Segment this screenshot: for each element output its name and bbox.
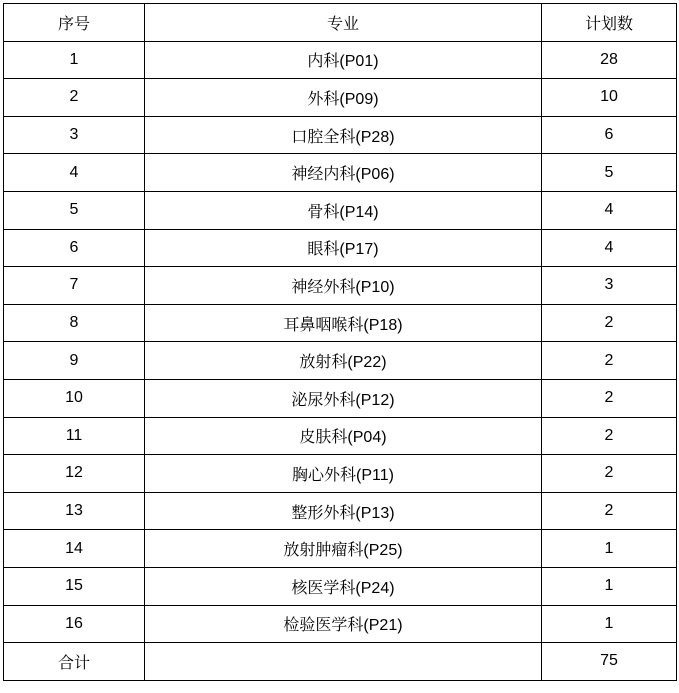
- plan-count-cell: 2: [542, 379, 677, 417]
- serial-number-cell: 9: [4, 342, 145, 380]
- table-row: [4, 191, 677, 229]
- major-cell: 口腔全科(P28): [145, 116, 542, 154]
- serial-number-cell: 7: [4, 267, 145, 305]
- plan-count-cell: 1: [542, 530, 677, 568]
- total-label: 合计: [4, 643, 145, 681]
- serial-number-cell: 11: [4, 417, 145, 455]
- plan-count-cell: 3: [542, 267, 677, 305]
- table-row: [4, 417, 677, 455]
- plan-count-cell: 1: [542, 605, 677, 643]
- serial-number-cell: 13: [4, 492, 145, 530]
- table-row: [4, 304, 677, 342]
- total-row: [4, 643, 677, 681]
- serial-number-cell: 16: [4, 605, 145, 643]
- serial-number-cell: 15: [4, 567, 145, 605]
- table-row: [4, 267, 677, 305]
- serial-number-cell: 14: [4, 530, 145, 568]
- plan-count-cell: 2: [542, 492, 677, 530]
- enrollment-plan-table: [3, 3, 677, 681]
- major-cell: 骨科(P14): [145, 191, 542, 229]
- plan-count-cell: 6: [542, 116, 677, 154]
- plan-count-cell: 2: [542, 417, 677, 455]
- serial-number-cell: 3: [4, 116, 145, 154]
- major-cell: 放射肿瘤科(P25): [145, 530, 542, 568]
- major-cell: 皮肤科(P04): [145, 417, 542, 455]
- major-cell: 耳鼻咽喉科(P18): [145, 304, 542, 342]
- table-row: [4, 154, 677, 192]
- major-cell: 泌尿外科(P12): [145, 379, 542, 417]
- major-cell: 内科(P01): [145, 41, 542, 79]
- table-row: [4, 492, 677, 530]
- table-row: [4, 530, 677, 568]
- total-major: [145, 643, 542, 681]
- plan-count-cell: 1: [542, 567, 677, 605]
- table-row: [4, 455, 677, 493]
- plan-count-cell: 4: [542, 191, 677, 229]
- major-cell: 胸心外科(P11): [145, 455, 542, 493]
- table-row: [4, 342, 677, 380]
- plan-count-cell: 2: [542, 455, 677, 493]
- serial-number-cell: 8: [4, 304, 145, 342]
- serial-number-cell: 6: [4, 229, 145, 267]
- serial-number-cell: 2: [4, 79, 145, 117]
- major-cell: 眼科(P17): [145, 229, 542, 267]
- major-cell: 整形外科(P13): [145, 492, 542, 530]
- plan-count-cell: 28: [542, 41, 677, 79]
- plan-count-cell: 10: [542, 79, 677, 117]
- table-row: [4, 116, 677, 154]
- header-serial-number: 序号: [4, 4, 145, 42]
- major-cell: 放射科(P22): [145, 342, 542, 380]
- table-row: [4, 79, 677, 117]
- serial-number-cell: 4: [4, 154, 145, 192]
- table-row: [4, 379, 677, 417]
- header-plan-count: 计划数: [542, 4, 677, 42]
- table-row: [4, 567, 677, 605]
- serial-number-cell: 1: [4, 41, 145, 79]
- total-count: 75: [542, 643, 677, 681]
- major-cell: 核医学科(P24): [145, 567, 542, 605]
- serial-number-cell: 5: [4, 191, 145, 229]
- table-row: [4, 41, 677, 79]
- major-cell: 外科(P09): [145, 79, 542, 117]
- major-cell: 神经外科(P10): [145, 267, 542, 305]
- major-cell: 检验医学科(P21): [145, 605, 542, 643]
- serial-number-cell: 10: [4, 379, 145, 417]
- plan-count-cell: 4: [542, 229, 677, 267]
- header-row: [4, 4, 677, 42]
- serial-number-cell: 12: [4, 455, 145, 493]
- plan-count-cell: 5: [542, 154, 677, 192]
- header-major: 专业: [145, 4, 542, 42]
- plan-count-cell: 2: [542, 304, 677, 342]
- plan-count-cell: 2: [542, 342, 677, 380]
- table-row: [4, 229, 677, 267]
- table-row: [4, 605, 677, 643]
- major-cell: 神经内科(P06): [145, 154, 542, 192]
